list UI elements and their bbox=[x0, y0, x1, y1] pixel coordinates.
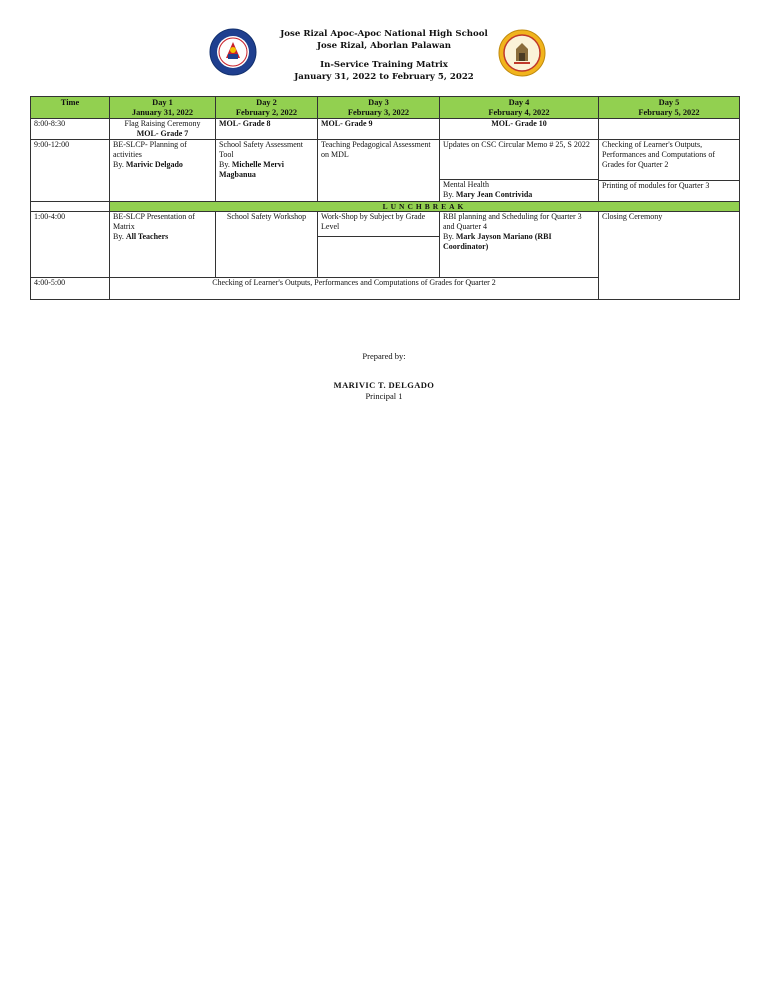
day5-cell: Closing Ceremony bbox=[599, 212, 740, 300]
table-row bbox=[31, 140, 740, 202]
signatory-title: Principal 1 bbox=[365, 391, 403, 401]
col-header-day1: Day 1 January 31, 2022 bbox=[110, 97, 216, 119]
training-matrix-table bbox=[30, 96, 740, 300]
day3-cell: Work-Shop by Subject by Grade Level bbox=[318, 212, 440, 278]
time-cell: 1:00-4:00 bbox=[31, 212, 110, 278]
day4-cell: MOL- Grade 10 bbox=[440, 119, 599, 140]
day1-cell: BE-SLCP- Planning of activities By. Marivic Delgado bbox=[110, 140, 216, 202]
school-name: Jose Rizal Apoc-Apoc National High School bbox=[280, 29, 488, 39]
day2-cell: MOL- Grade 8 bbox=[216, 119, 318, 140]
table-row bbox=[31, 119, 740, 140]
prepared-by-label: Prepared by: bbox=[362, 351, 406, 361]
col-header-day2: Day 2 February 2, 2022 bbox=[216, 97, 318, 119]
day2-cell: School Safety Workshop bbox=[216, 212, 318, 278]
day4-cell: RBI planning and Scheduling for Quarter 3 and Quarter 4 By. Mark Jayson Mariano (RBI Coordinator) bbox=[440, 212, 599, 278]
col-header-time: Time bbox=[31, 97, 110, 119]
day1-cell: Flag Raising Ceremony MOL- Grade 7 bbox=[110, 119, 216, 140]
col-header-day5: Day 5 February 5, 2022 bbox=[599, 97, 740, 119]
col-header-day3: Day 3 February 3, 2022 bbox=[318, 97, 440, 119]
day5-cell: Checking of Learner's Outputs, Performances and Computations of Grades for Quarter 2 Printing of modules for Quarter 3 bbox=[599, 140, 740, 202]
signatory-name: MARIVIC T. DELGADO bbox=[333, 380, 435, 390]
day2-cell: School Safety Assessment Tool By. Michelle Mervi Magbanua bbox=[216, 140, 318, 202]
lunchbreak-label: LUNCHBREAK bbox=[110, 202, 740, 212]
day4-cell: Updates on CSC Circular Memo # 25, S 2022 Mental Health By. Mary Jean Contrivida bbox=[440, 140, 599, 202]
day3-cell: Teaching Pedagogical Assessment on MDL bbox=[318, 140, 440, 202]
time-cell: 4:00-5:00 bbox=[31, 278, 110, 300]
day1-cell: BE-SLCP Presentation of Matrix By. All Teachers bbox=[110, 212, 216, 278]
document-dates: January 31, 2022 to February 5, 2022 bbox=[294, 72, 474, 82]
spanning-cell: Checking of Learner's Outputs, Performances and Computations of Grades for Quarter 2 bbox=[110, 278, 599, 300]
document-header bbox=[200, 28, 568, 83]
day3-cell: MOL- Grade 9 bbox=[318, 119, 440, 140]
col-header-day4: Day 4 February 4, 2022 bbox=[440, 97, 599, 119]
school-address: Jose Rizal, Aborlan Palawan bbox=[316, 41, 452, 51]
time-cell: 8:00-8:30 bbox=[31, 119, 110, 140]
day5-cell bbox=[599, 119, 740, 140]
table-row bbox=[31, 212, 740, 278]
time-cell: 9:00-12:00 bbox=[31, 140, 110, 202]
table-header-row bbox=[31, 97, 740, 119]
document-title: In-Service Training Matrix bbox=[320, 60, 448, 70]
lunch-row bbox=[31, 202, 740, 212]
